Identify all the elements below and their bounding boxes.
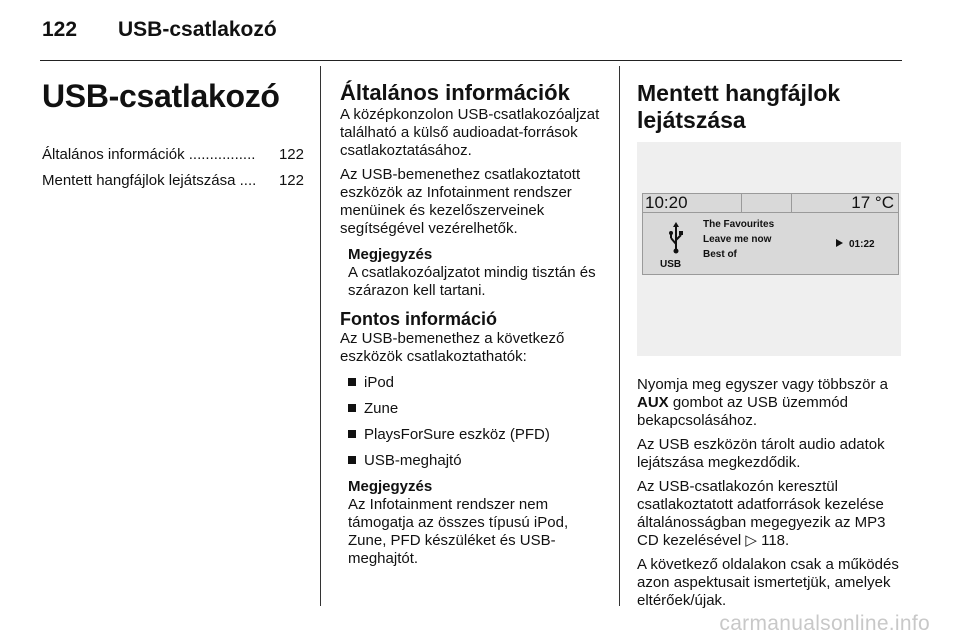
toc-dots: .... bbox=[235, 172, 257, 189]
note-box bbox=[348, 246, 602, 300]
paragraph: A középkonzolon USB-csatlakozóaljzat található a külső audioadat-források csatlakoztatásához. bbox=[340, 106, 600, 159]
display-status-bar bbox=[643, 194, 898, 213]
list-item bbox=[340, 400, 602, 418]
track-item: The Favourites bbox=[703, 219, 775, 230]
temperature: 17 °C bbox=[851, 193, 894, 212]
note-title: Megjegyzés bbox=[348, 478, 433, 495]
toc-label: Mentett hangfájlok lejátszása bbox=[42, 172, 236, 189]
list-item-text: iPod bbox=[364, 374, 395, 391]
paragraph: Az USB eszközön tárolt audio adatok lejátszása megkezdődik. bbox=[637, 436, 885, 471]
bullet-icon bbox=[348, 456, 356, 464]
note-text: Az Infotainment rendszer nem támogatja az összes típusú iPod, Zune, PFD készüléket és USB-meghajtót. bbox=[348, 496, 569, 567]
running-title: USB-csatlakozó bbox=[118, 18, 277, 41]
column-1 bbox=[42, 78, 304, 198]
page-ref-icon: ▷ bbox=[745, 532, 757, 549]
list-item bbox=[340, 426, 602, 444]
note-text: A csatlakozóaljzatot mindig tisztán és szárazon kell tartani. bbox=[348, 264, 596, 299]
column-divider-2 bbox=[619, 66, 620, 606]
list-item bbox=[340, 374, 602, 392]
toc-entry[interactable] bbox=[42, 172, 304, 190]
column-divider-1 bbox=[320, 66, 321, 606]
section-heading: Mentett hangfájlok lejátszása bbox=[637, 80, 841, 133]
list-item-text: Zune bbox=[364, 400, 399, 417]
note-box bbox=[348, 478, 602, 568]
column-2 bbox=[340, 80, 602, 576]
page-number: 122 bbox=[42, 18, 78, 41]
toc-page: 122 bbox=[278, 172, 304, 189]
display-body bbox=[643, 213, 898, 274]
subsection-heading: Fontos információ bbox=[340, 309, 497, 329]
section-heading: Általános információk bbox=[340, 80, 570, 105]
paragraph: Az USB-bemenethez a következő eszközök csatlakoztathatók: bbox=[340, 330, 565, 365]
clock: 10:20 bbox=[645, 193, 688, 212]
toc-label: Általános információk bbox=[42, 146, 185, 163]
device-list bbox=[340, 374, 602, 470]
text-run: Nyomja meg egyszer vagy többször a bbox=[637, 376, 888, 393]
paragraph bbox=[637, 376, 905, 430]
paragraph: A következő oldalakon csak a működés azon aspektusait ismertetjük, amelyek eltérőek/újak. bbox=[637, 556, 899, 609]
play-icon bbox=[836, 239, 843, 247]
toc-dots: ................ bbox=[184, 146, 256, 163]
page-header bbox=[42, 18, 277, 42]
play-time: 01:22 bbox=[849, 239, 875, 250]
text-run: Az USB-csatlakozón keresztül csatlakoztatott adatforrások kezelése általánosságban megegyezik az MP3 CD kezelésével bbox=[637, 478, 886, 549]
paragraph: Az USB-bemenethez csatlakoztatott eszközök az Infotainment rendszer menüinek és kezelőszerveinek segítségével vezérelhetők. bbox=[340, 166, 581, 237]
text-run: gombot az USB üzemmód bekapcsolásához. bbox=[637, 394, 848, 429]
note-title: Megjegyzés bbox=[348, 246, 433, 263]
status-divider bbox=[791, 194, 792, 212]
usb-icon bbox=[669, 222, 683, 254]
chapter-title: USB-csatlakozó bbox=[42, 78, 280, 114]
header-rule bbox=[40, 60, 902, 61]
bullet-icon bbox=[348, 404, 356, 412]
toc-page: 122 bbox=[278, 146, 304, 163]
source-label: USB bbox=[660, 259, 682, 270]
bullet-icon bbox=[348, 378, 356, 386]
bullet-icon bbox=[348, 430, 356, 438]
list-item-text: PlaysForSure eszköz (PFD) bbox=[364, 426, 550, 443]
track-item: Leave me now bbox=[703, 234, 772, 245]
watermark: carmanualsonline.info bbox=[719, 612, 930, 635]
aux-button-label: AUX bbox=[637, 394, 669, 411]
infotainment-display bbox=[642, 193, 899, 275]
display-illustration bbox=[637, 142, 901, 356]
page-reference[interactable]: 118. bbox=[761, 532, 790, 549]
playback-status bbox=[836, 236, 875, 254]
paragraph bbox=[637, 478, 905, 550]
list-item bbox=[340, 452, 602, 470]
track-list bbox=[703, 217, 774, 262]
list-item-text: USB-meghajtó bbox=[364, 452, 462, 469]
track-item: Best of bbox=[703, 249, 737, 260]
toc-entry[interactable] bbox=[42, 146, 304, 164]
column-3 bbox=[637, 80, 905, 616]
status-divider bbox=[741, 194, 742, 212]
